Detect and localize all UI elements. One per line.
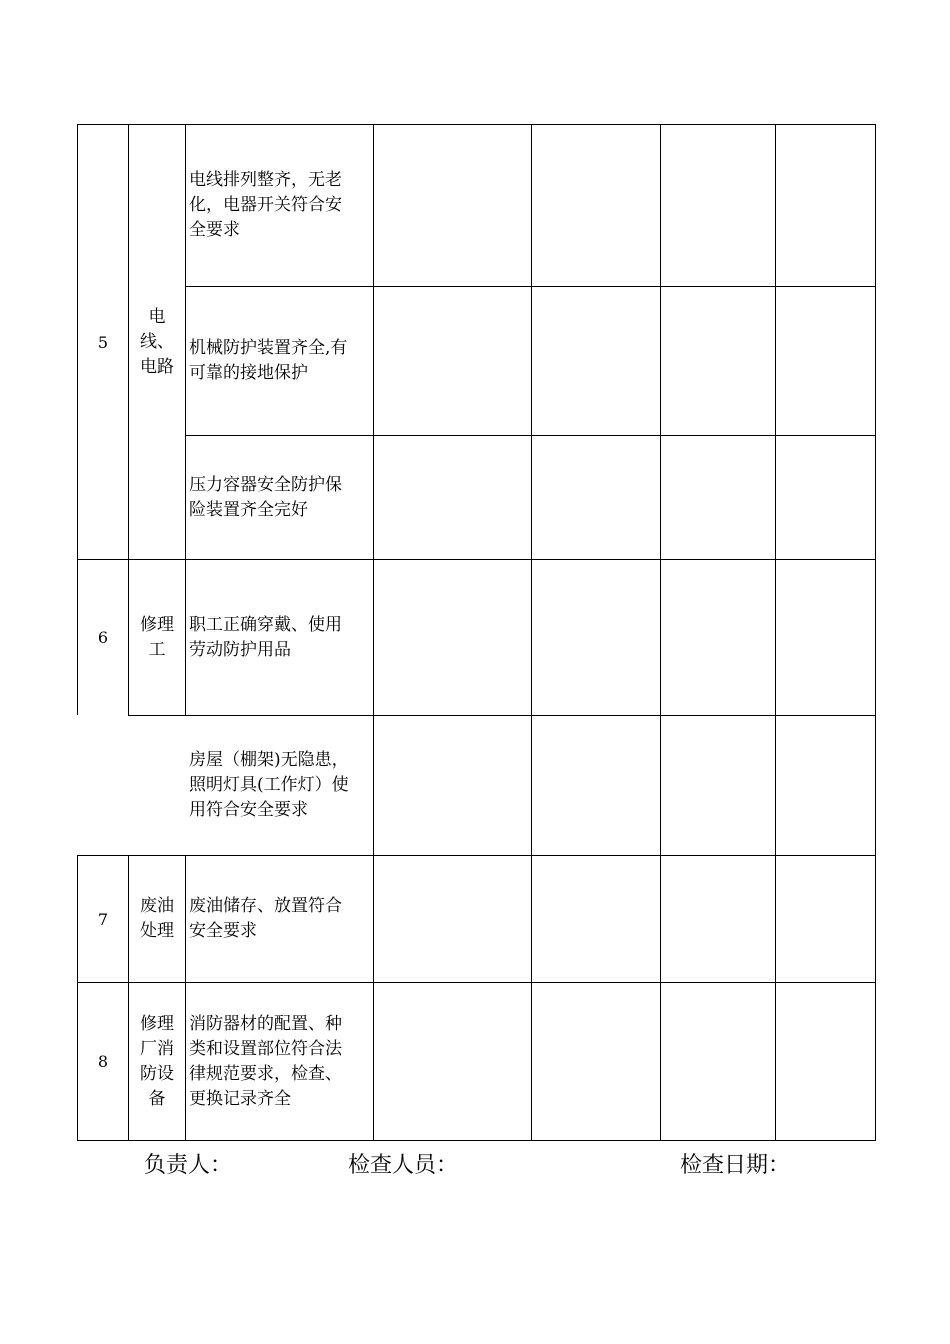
requirement-cell xyxy=(186,856,373,982)
requirement-cell xyxy=(186,436,373,559)
row-category-text: 废油 处理 xyxy=(140,896,174,941)
requirement-cell xyxy=(186,983,373,1140)
row-category xyxy=(129,856,185,982)
requirement-cell xyxy=(186,287,373,435)
grid-line xyxy=(77,1140,876,1141)
grid-line xyxy=(775,124,776,1141)
inspector-label: 检查人员： xyxy=(348,1153,459,1178)
row-category-text: 修理 厂消 防设 备 xyxy=(140,1013,174,1109)
requirement-text: 废油储存、放置符合 安全要求 xyxy=(189,896,342,941)
requirement-text: 消防器材的配置、种 类和设置部位符合法 律规范要求，检查、 更换记录齐全 xyxy=(189,1013,342,1109)
row-category-text: 电 线、 电路 xyxy=(140,306,174,377)
grid-line xyxy=(660,124,661,1141)
row-category xyxy=(129,560,185,715)
requirement-cell xyxy=(186,560,373,715)
requirement-text: 压力容器安全防护保 险装置齐全完好 xyxy=(189,474,342,520)
requirement-text: 房屋（棚架)无隐患， 照明灯具(工作灯）使 用符合安全要求 xyxy=(189,750,349,820)
row-number: 6 xyxy=(97,628,109,647)
requirement-text: 职工正确穿戴、使用 劳动防护用品 xyxy=(189,614,342,660)
inspection-date-label: 检查日期： xyxy=(680,1153,791,1178)
row-category xyxy=(129,125,185,559)
requirement-text: 机械防护装置齐全,有 可靠的接地保护 xyxy=(189,338,348,383)
grid-line xyxy=(875,124,876,1141)
requirement-cell xyxy=(186,125,373,286)
row-number: 7 xyxy=(97,909,109,929)
row-category xyxy=(129,983,185,1140)
grid-line xyxy=(531,124,532,1141)
responsible-person-label: 负责人： xyxy=(144,1153,233,1178)
requirement-text: 电线排列整齐，无老 化，电器开关符合安 全要求 xyxy=(189,170,342,240)
row-number: 8 xyxy=(97,1052,109,1071)
requirement-cell xyxy=(186,716,373,855)
row-category-text: 修理 工 xyxy=(140,614,174,660)
row-number: 5 xyxy=(97,332,109,352)
grid-line xyxy=(373,124,374,1141)
